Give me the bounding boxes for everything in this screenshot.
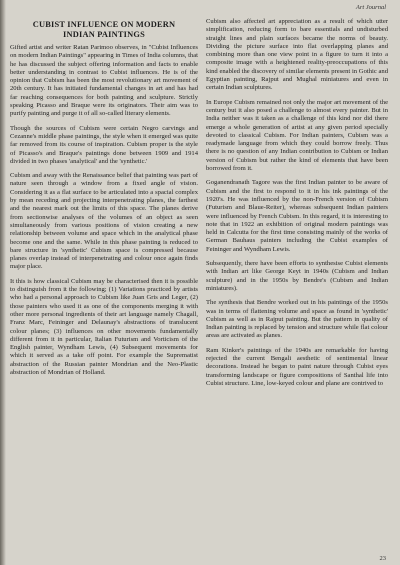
paragraph: Gifted artist and writer Ratan Parimoo observes, in "Cubist Influences on modern Indian Paintings" appearing in Times of India columns, that he has discussed the subject offering information and facts to enable better understanding in contrast to Cubist influences. He is of the opinion that Cubism has been the most revolutionary art movement of 20th century. It has initiated fundamental changes in art and has had far reaching consequences for both painting and sculpture. Strictly speaking Picasso and Braque were its originators. Their aim was to purify painting and purge it of all so-called literary elements. [10, 44, 198, 118]
page-number: 23 [379, 555, 386, 562]
paragraph: It this is how classical Cubism may be characterised then it is possible to distinguish from it the following; (1) Variations practiced by artists who had a personal approach to Cubism like Juan Gris and Leger, (2) those painters who used it as one of the components merging it with other more personal ingredients of their art language namely Chagall, Franz Marc, Feininger and Delaunay's abstractions of translucent colour planes; (3) influences on other movements fundamentally different from it in particular, Italian Futurism and Vorticism of the English painter, Wyndham Lewis, (4) Subsequent movements for which it served as a take off point. For example the Suprematist abstraction of the Russian painter Mondrian and the Neo-Plastic abstraction of Mondrian of Holland. [10, 277, 198, 376]
paragraph: Cubism also affected art appreciation as a result of which utter simplification, reducing form to bare essentials and undisturbed straight lines and plain surfaces became the norms of beauty. Dividing the picture surface into flat overlapping planes and combining more than one view point in a figure to turn it into a composite image with a heightened reality-preoccupations of this kind enabled the discovery of similar elements present in Gothic and Egyptian painting, Rajput and Mughal miniatures and even in certain Indian sculptures. [206, 18, 388, 92]
page-shadow-edge [0, 0, 6, 565]
left-column [10, 18, 198, 553]
paragraph: Ram Kinker's paintings of the 1940s are remarkable for having rejected the current Bengali aesthetic of sentimental linear decorations. Instead he began to paint nature through Cubist eyes transforming landscape or figure compositions of Santhal life into Cubist structure. Line, low-keyed colour and plane are contrived to [206, 346, 388, 387]
paragraph: Cubism and away with the Renaissance belief that painting was part of nature seen through a window from a fixed angle of vision. Considering it as a flat surface to be articulated into a spacial complex by mean receding and projecting interpenetrating planes, the farthest and the nearest mark out the limits of this space. The planes derive from sectionwise analyses of the volumes of an object as seen simultaneously from various positions of vision creating a new relationship between volume and space which in the analytical phase become one and the same. While in this phase painting is reduced to bare structure in 'synthetic' Cubism space is compressed because planes overlap instead of interpenetrating and colour once again finds major place. [10, 172, 198, 271]
article-title [10, 20, 198, 40]
journal-name: Art Journal [355, 4, 386, 11]
paragraph: Goganendranath Tagore was the first Indian painter to be aware of Cubism and the first to respond to it in his ink paintings of the 1920's. He was influenced by the non-French version of Cubism (Futurism and Blaue-Reiter), whereas subsequent Indian painters were influenced by French Cubism. In this regard, it is interesting to note that in 1922 an exhibition of original modern paintings was held in Calcutta for the first time consisting mainly of the works of German Bauhaus painters including the Cubist examples of Feininger and Wyndham Lewis. [206, 179, 388, 253]
article-title-line-1: CUBIST INFLUENCE ON MODERN [32, 20, 176, 29]
paragraph: Subsequently, there have been efforts to synthesise Cubist elements with Indian art like George Keyt in 1940s (Cubism and Indian sculpture) and in the 1950s by Bendre's (Cubism and Indian miniatures). [206, 260, 388, 292]
paragraph: Though the sources of Cubism were certain Negro carvings and Cezanne's middle phase paintings, the style when it emerged was quite far removed from its course of inspiration. Cubism proper is the style of Picasso's and Braque's paintings done between 1909 and 1914 divided in two phases 'analytical' and the 'synthetic.' [10, 124, 198, 165]
paragraph: The synthesis that Bendre worked out in his paintings of the 1950s was in terms of flattening volume and space as found in 'synthetic' Cubism as well as in Rajput painting. But the pattern in quality of Indian painting is replaced by tension and structure while flat colour areas are activated as planes. [206, 299, 388, 340]
paragraph: In Europe Cubism remained not only the major art movement of the century but it also posed a challenge to almost every painter. But in India neither was it taken as a challenge of this kind nor did there emerge a whole generation of artist at any given period specially devoted to classical Cubism. For Indian painters, Cubism was a readymade language from which they could borrow freely. Thus there is no question of any Indian contribution to Cubism or Indian version of Cubism but rather the kind of elements that have been borrowed from it. [206, 98, 388, 173]
article-title-line-2: INDIAN PAINTINGS [63, 30, 145, 39]
right-column [206, 18, 388, 553]
